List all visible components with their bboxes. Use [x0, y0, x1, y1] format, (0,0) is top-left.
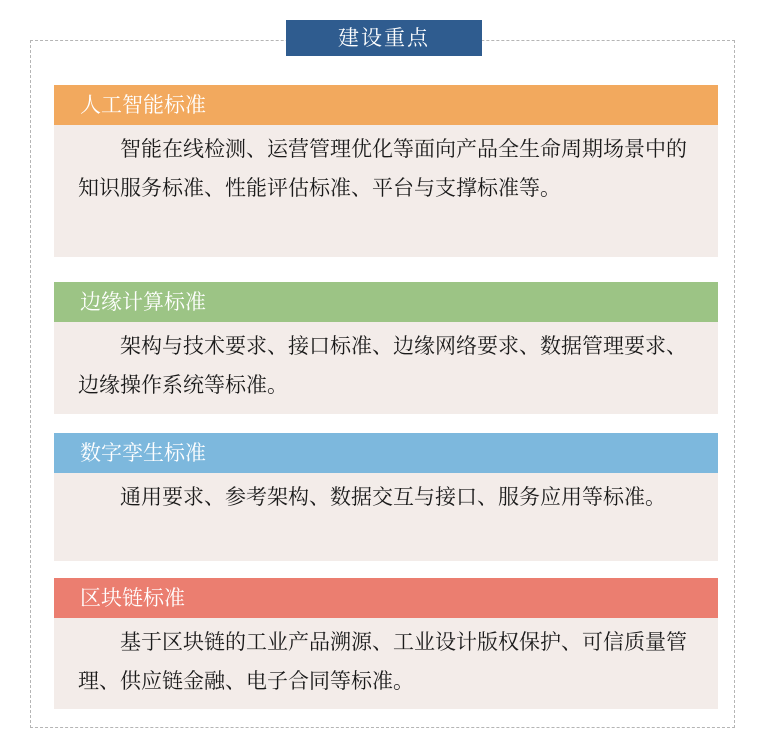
section-heading: 数字孪生标准: [54, 433, 718, 473]
section-heading: 边缘计算标准: [54, 282, 718, 322]
section-heading: 人工智能标准: [54, 85, 718, 125]
page-title: 建设重点: [286, 20, 482, 56]
section-digital-twin-standards: [54, 433, 718, 561]
section-blockchain-standards: [54, 578, 718, 709]
section-body: 智能在线检测、运营管理优化等面向产品全生命周期场景中的知识服务标准、性能评估标准、平台与支撑标准等。: [54, 125, 718, 257]
section-body: 架构与技术要求、接口标准、边缘网络要求、数据管理要求、边缘操作系统等标准。: [54, 322, 718, 414]
section-body: 通用要求、参考架构、数据交互与接口、服务应用等标准。: [54, 473, 718, 561]
section-edge-computing-standards: [54, 282, 718, 414]
section-body: 基于区块链的工业产品溯源、工业设计版权保护、可信质量管理、供应链金融、电子合同等标准。: [54, 618, 718, 709]
section-heading: 区块链标准: [54, 578, 718, 618]
section-ai-standards: [54, 85, 718, 257]
